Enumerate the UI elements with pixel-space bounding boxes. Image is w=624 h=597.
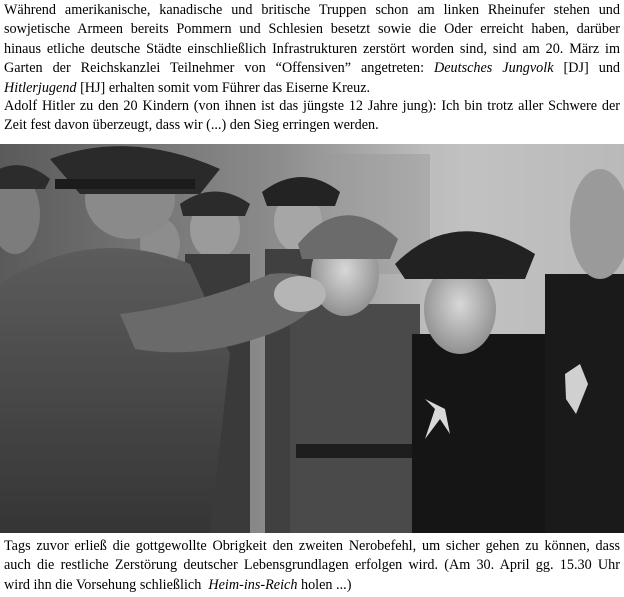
closing-paragraph xyxy=(4,537,620,595)
intro-line-2: sowjetische Armeen bereits Pommern und Schlesien besetzt sowie die Oder erreicht haben, darüber xyxy=(4,21,620,38)
intro-line-5 xyxy=(4,79,620,98)
historical-photo xyxy=(0,144,624,533)
term-hitlerjugend: Hitlerjugend xyxy=(4,79,77,96)
intro-line-3: hinaus etliche deutsche Städte einschließlich Infrastrukturen zerstört worden sind, sind am 20. März im xyxy=(4,40,620,57)
term-deutsches-jungvolk: Deutsches Jungvolk xyxy=(434,60,554,77)
intro-line-4-tail: [DJ] und xyxy=(553,60,621,77)
term-heim-ins-reich: Heim-ins-Reich xyxy=(208,576,298,593)
closing-line-1: Tags zuvor erließ die gottgewollte Obrigkeit den zweiten Nerobefehl, um sicher gehen zu können, dass xyxy=(4,538,620,554)
quote-line-1: Adolf Hitler zu den 20 Kindern (von ihnen ist das jüngste 12 Jahre jung): Ich bin trotz aller Schwere der xyxy=(4,98,620,114)
intro-line-5-tail: [HJ] erhalten somit vom Führer das Eiserne Kreuz. xyxy=(76,79,371,96)
intro-line-4 xyxy=(4,59,620,78)
intro-line-4-text: Garten der Reichskanzlei Teilnehmer von “Offensiven” angetreten: xyxy=(4,60,435,77)
quote-paragraph xyxy=(4,97,620,136)
closing-line-3-tail: holen ...) xyxy=(297,576,352,593)
closing-line-2: auch die restliche Zerstörung deutscher Lebensgrundlagen erfolgen wird. (Am 30. April gg. 15.30 Uhr xyxy=(4,557,620,574)
closing-line-3 xyxy=(4,576,620,595)
intro-line-1: Während amerikanische, kanadische und britische Truppen schon am linken Rheinufer stehen und xyxy=(4,2,620,18)
closing-line-3-text: wird ihn die Vorsehung schließlich xyxy=(4,576,209,593)
quote-line-2: Zeit fest davon überzeugt, dass wir (...) den Sieg erringen werden. xyxy=(4,117,379,134)
intro-paragraph xyxy=(4,1,620,98)
